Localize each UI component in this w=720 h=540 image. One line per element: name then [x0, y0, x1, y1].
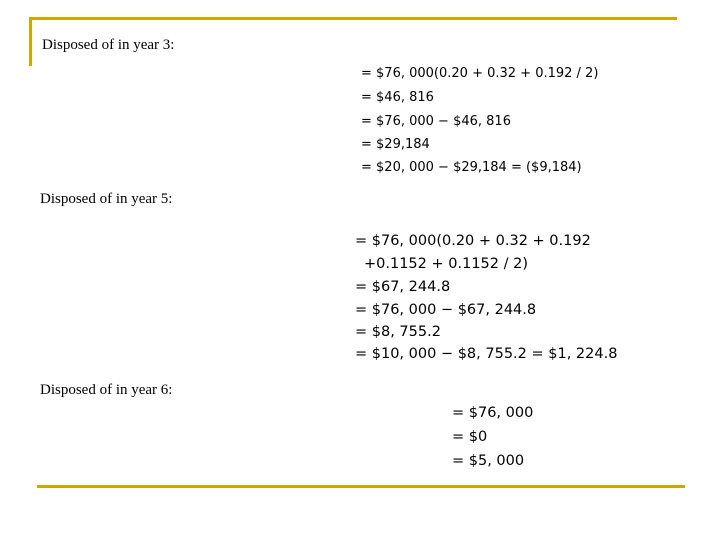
equation-rhs: = $8, 755.2 [355, 324, 441, 340]
equation-rhs: = $76, 000 − $46, 816 [361, 114, 511, 129]
equation-rhs: = $29,184 [361, 137, 430, 152]
bottom-rule [37, 485, 685, 488]
equation-rhs: = $46, 816 [361, 90, 434, 105]
equation-rhs: = $76, 000 [452, 405, 534, 421]
left-accent-rule [29, 17, 32, 66]
equation-rhs: = $5, 000 [452, 453, 525, 469]
section-title-year-3: Disposed of in year 3: [42, 37, 175, 53]
section-title-year-5: Disposed of in year 5: [40, 191, 173, 207]
equation-rhs: = $76, 000(0.20 + 0.32 + 0.192 / 2) [361, 66, 599, 81]
top-rule [29, 17, 677, 20]
equation-rhs: = $20, 000 − $29,184 = ($9,184) [361, 160, 582, 175]
equation-rhs: +0.1152 + 0.1152 / 2) [364, 256, 528, 272]
equation-rhs: = $76, 000 − $67, 244.8 [355, 302, 537, 318]
section-title-year-6: Disposed of in year 6: [40, 382, 173, 398]
equation-rhs: = $76, 000(0.20 + 0.32 + 0.192 [355, 233, 591, 249]
equation-rhs: = $0 [452, 429, 488, 445]
equation-rhs: = $10, 000 − $8, 755.2 = $1, 224.8 [355, 346, 618, 362]
equation-rhs: = $67, 244.8 [355, 279, 451, 295]
